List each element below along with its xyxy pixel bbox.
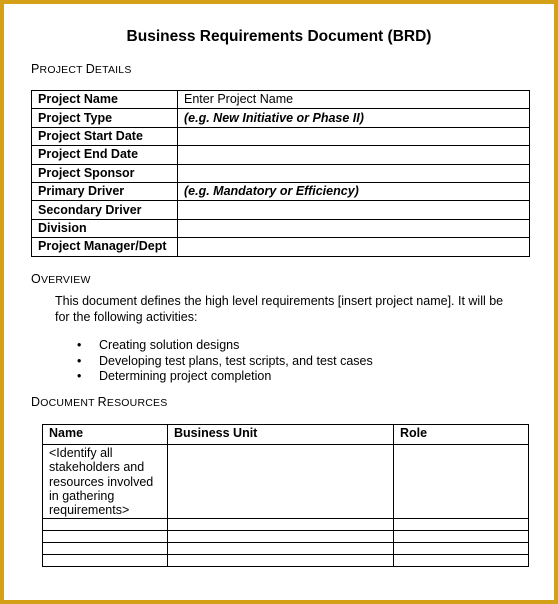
table-row (32, 164, 530, 182)
table-row (43, 445, 529, 519)
table-row (32, 109, 530, 127)
row-label: Project Type (32, 109, 178, 127)
name-cell[interactable] (43, 543, 168, 555)
table-row (32, 91, 530, 109)
role-cell[interactable] (394, 445, 529, 519)
row-label: Project End Date (32, 146, 178, 164)
table-row (43, 555, 529, 567)
row-value[interactable] (178, 164, 530, 182)
bullet-icon: • (77, 369, 82, 384)
table-row (32, 182, 530, 200)
role-cell[interactable] (394, 531, 529, 543)
row-value[interactable] (178, 238, 530, 256)
row-label: Secondary Driver (32, 201, 178, 219)
document-title: Business Requirements Document (BRD) (126, 28, 432, 45)
table-row (32, 146, 530, 164)
overview-text: This document defines the high level requirements [insert project name]. It will be for the following activities: (55, 294, 504, 324)
role-cell[interactable] (394, 519, 529, 531)
list-item: • Determining project completion (77, 369, 272, 384)
row-label: Division (32, 219, 178, 237)
row-label: Project Start Date (32, 127, 178, 145)
table-row (32, 238, 530, 256)
project-details-table (31, 90, 530, 257)
business-unit-cell[interactable] (168, 543, 394, 555)
name-cell[interactable]: <Identify all stakeholders and resources involved in gathering requirements> (43, 445, 168, 519)
row-value[interactable] (178, 201, 530, 219)
row-value[interactable] (178, 127, 530, 145)
document-resources-heading: DOCUMENT RESOURCES (31, 395, 168, 409)
table-header-row (43, 425, 529, 445)
overview-heading: OVERVIEW (31, 272, 91, 286)
row-label: Primary Driver (32, 182, 178, 200)
name-cell[interactable] (43, 531, 168, 543)
table-row (32, 219, 530, 237)
document-resources-table (42, 424, 529, 567)
column-header-business-unit: Business Unit (168, 425, 394, 445)
table-row (32, 201, 530, 219)
row-label: Project Manager/Dept (32, 238, 178, 256)
column-header-name: Name (43, 425, 168, 445)
role-cell[interactable] (394, 555, 529, 567)
list-item: • Developing test plans, test scripts, and test cases (77, 353, 373, 368)
name-cell[interactable] (43, 519, 168, 531)
name-cell[interactable] (43, 555, 168, 567)
row-label: Project Name (32, 91, 178, 109)
row-label: Project Sponsor (32, 164, 178, 182)
row-value[interactable] (178, 219, 530, 237)
business-unit-cell[interactable] (168, 555, 394, 567)
business-unit-cell[interactable] (168, 445, 394, 519)
row-value[interactable]: (e.g. Mandatory or Efficiency) (178, 182, 530, 200)
row-value[interactable]: (e.g. New Initiative or Phase II) (178, 109, 530, 127)
table-row (43, 519, 529, 531)
bullet-icon: • (77, 353, 82, 368)
bullet-icon: • (77, 338, 82, 352)
table-row (43, 531, 529, 543)
table-row (43, 543, 529, 555)
row-value[interactable] (178, 146, 530, 164)
table-row (32, 127, 530, 145)
project-details-heading: PROJECT DETAILS (31, 62, 132, 76)
role-cell[interactable] (394, 543, 529, 555)
business-unit-cell[interactable] (168, 531, 394, 543)
activities-list (74, 338, 373, 385)
column-header-role: Role (394, 425, 529, 445)
business-unit-cell[interactable] (168, 519, 394, 531)
list-item: • Creating solution designs (77, 338, 240, 352)
row-value[interactable]: Enter Project Name (178, 91, 530, 109)
